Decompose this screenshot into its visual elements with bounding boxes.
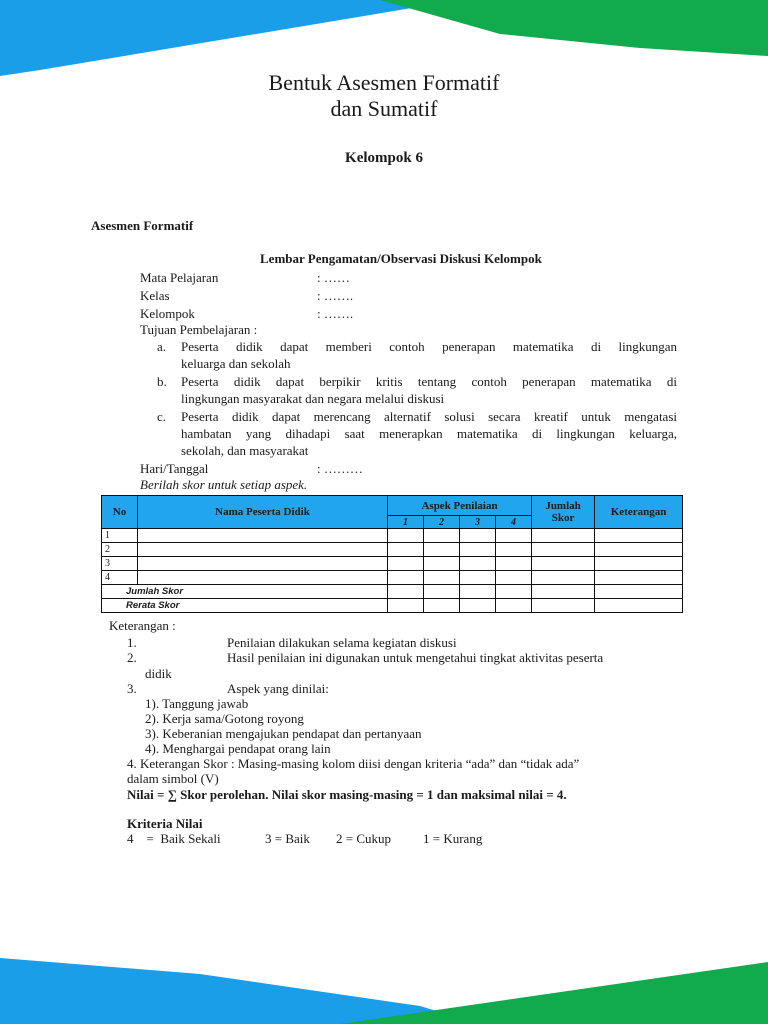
criteria-title: Kriteria Nilai xyxy=(127,816,203,831)
aspect-item: 2). Kerja sama/Gotong royong xyxy=(145,711,304,726)
score-cell[interactable] xyxy=(424,599,460,613)
goal-a-letter: a. xyxy=(157,339,167,354)
note-2-text-continued: didik xyxy=(145,666,172,681)
document-title-line1: Bentuk Asesmen Formatif xyxy=(268,70,500,95)
top-blue-ribbon xyxy=(0,0,460,76)
score-cell[interactable] xyxy=(460,571,496,585)
goal-c-line3: sekolah, dan masyarakat xyxy=(181,443,309,458)
note-3-number: 3. xyxy=(127,681,137,696)
sheet-title: Lembar Pengamatan/Observasi Diskusi Kelompok xyxy=(260,251,542,266)
note-3-text: Aspek yang dinilai: xyxy=(227,681,329,696)
row-number: 3 xyxy=(102,557,138,571)
aspect-item: 3). Keberanian mengajukan pendapat dan pertanyaan xyxy=(145,726,422,741)
criteria-item-4: 4 = Baik Sekali xyxy=(127,831,221,846)
score-cell[interactable] xyxy=(388,599,424,613)
score-cell[interactable] xyxy=(424,571,460,585)
aspect-item: 4). Menghargai pendapat orang lain xyxy=(145,741,331,756)
score-note-line1: 4. Keterangan Skor : Masing-masing kolom diisi dengan kriteria “ada” dan “tidak ada” xyxy=(127,756,580,771)
instruction-text: Berilah skor untuk setiap aspek. xyxy=(140,477,308,492)
score-cell[interactable] xyxy=(388,543,424,557)
total-cell[interactable] xyxy=(532,571,595,585)
top-decoration xyxy=(0,0,768,80)
score-cell[interactable] xyxy=(460,529,496,543)
score-cell[interactable] xyxy=(424,529,460,543)
score-cell[interactable] xyxy=(496,599,532,613)
field-label-group: Kelompok xyxy=(140,306,195,321)
table-footer-row xyxy=(102,599,683,613)
score-cell[interactable] xyxy=(388,585,424,599)
total-cell[interactable] xyxy=(532,599,595,613)
table-footer-row xyxy=(102,585,683,599)
score-cell[interactable] xyxy=(460,585,496,599)
goal-c-line1: Peserta didik dapat merencang alternatif solusi secara kreatif untuk mengatasi xyxy=(181,409,677,424)
document-title-line2: dan Sumatif xyxy=(330,96,438,121)
header-total-line1: Jumlah xyxy=(545,500,581,512)
note-2-text: Hasil penilaian ini digunakan untuk mengetahui tingkat aktivitas peserta xyxy=(227,650,604,665)
goal-c-line2: hambatan yang dihadapi saat menerapkan matematika di lingkungan keluarga, xyxy=(181,426,677,441)
score-cell[interactable] xyxy=(460,599,496,613)
table-row xyxy=(102,557,683,571)
name-cell[interactable] xyxy=(138,543,388,557)
table-row xyxy=(102,543,683,557)
score-cell[interactable] xyxy=(424,557,460,571)
field-value-subject: : …… xyxy=(317,270,350,285)
criteria-item-1: 1 = Kurang xyxy=(423,831,483,846)
name-cell[interactable] xyxy=(138,529,388,543)
field-label-subject: Mata Pelajaran xyxy=(140,270,219,285)
score-cell[interactable] xyxy=(496,543,532,557)
header-aspect: Aspek Penilaian xyxy=(388,496,532,516)
date-value: : ……… xyxy=(317,461,363,476)
goal-a-line1: Peserta didik dapat memberi contoh penerapan matematika di lingkungan xyxy=(181,339,677,354)
score-cell[interactable] xyxy=(424,585,460,599)
score-cell[interactable] xyxy=(496,571,532,585)
group-label: Kelompok 6 xyxy=(345,150,423,166)
goal-a-line2: keluarga dan sekolah xyxy=(181,356,291,371)
goals-label: Tujuan Pembelajaran : xyxy=(140,322,258,337)
note-cell[interactable] xyxy=(595,585,683,599)
goal-b-letter: b. xyxy=(157,374,167,389)
field-value-class: : ……. xyxy=(317,288,354,303)
score-cell[interactable] xyxy=(460,557,496,571)
criteria-item-2: 2 = Cukup xyxy=(336,831,392,846)
header-aspect-3: 3 xyxy=(460,516,496,529)
footer-average-score: Rerata Skor xyxy=(102,599,388,613)
goal-b-line2: lingkungan masyarakat dan negara melalui diskusi xyxy=(181,391,445,406)
section-title: Asesmen Formatif xyxy=(91,218,194,233)
note-1-text: Penilaian dilakukan selama kegiatan diskusi xyxy=(227,635,457,650)
date-label: Hari/Tanggal xyxy=(140,461,209,476)
note-cell[interactable] xyxy=(595,543,683,557)
note-2-number: 2. xyxy=(127,650,137,665)
score-cell[interactable] xyxy=(388,571,424,585)
row-number: 2 xyxy=(102,543,138,557)
bottom-green-ribbon xyxy=(340,962,768,1024)
name-cell[interactable] xyxy=(138,571,388,585)
table-header-row xyxy=(102,496,683,516)
score-cell[interactable] xyxy=(496,557,532,571)
header-name: Nama Peserta Didik xyxy=(138,496,388,529)
table-row xyxy=(102,529,683,543)
header-no: No xyxy=(102,496,138,529)
field-label-class: Kelas xyxy=(140,288,170,303)
notes-label: Keterangan : xyxy=(109,618,176,633)
header-aspect-1: 1 xyxy=(388,516,424,529)
header-aspect-2: 2 xyxy=(424,516,460,529)
score-cell[interactable] xyxy=(496,529,532,543)
score-table xyxy=(101,495,683,613)
header-aspect-4: 4 xyxy=(496,516,532,529)
note-cell[interactable] xyxy=(595,529,683,543)
aspect-item: 1). Tanggung jawab xyxy=(145,696,249,711)
total-cell[interactable] xyxy=(532,543,595,557)
score-cell[interactable] xyxy=(424,543,460,557)
goal-b-line1: Peserta didik dapat berpikir kritis tentang contoh penerapan matematika di xyxy=(181,374,677,389)
field-value-group: : ……. xyxy=(317,306,354,321)
row-number: 4 xyxy=(102,571,138,585)
total-cell[interactable] xyxy=(532,557,595,571)
note-cell[interactable] xyxy=(595,599,683,613)
header-note: Keterangan xyxy=(595,496,683,529)
note-1-number: 1. xyxy=(127,635,137,650)
note-cell[interactable] xyxy=(595,557,683,571)
criteria-item-3: 3 = Baik xyxy=(265,831,310,846)
score-cell[interactable] xyxy=(388,529,424,543)
goal-c-letter: c. xyxy=(157,409,167,424)
table-row xyxy=(102,571,683,585)
name-cell[interactable] xyxy=(138,557,388,571)
header-total-line2: Skor xyxy=(551,512,575,524)
score-note-line2: dalam simbol (V) xyxy=(127,771,219,786)
total-cell[interactable] xyxy=(532,585,595,599)
header-total xyxy=(532,496,595,529)
score-formula: Nilai = ∑ Skor perolehan. Nilai skor masing-masing = 1 dan maksimal nilai = 4. xyxy=(127,787,567,802)
note-cell[interactable] xyxy=(595,571,683,585)
top-green-ribbon xyxy=(380,0,768,56)
total-cell[interactable] xyxy=(532,529,595,543)
bottom-blue-ribbon xyxy=(0,958,480,1024)
footer-total-score: Jumlah Skor xyxy=(102,585,388,599)
score-cell[interactable] xyxy=(460,543,496,557)
row-number: 1 xyxy=(102,529,138,543)
score-cell[interactable] xyxy=(388,557,424,571)
score-cell[interactable] xyxy=(496,585,532,599)
